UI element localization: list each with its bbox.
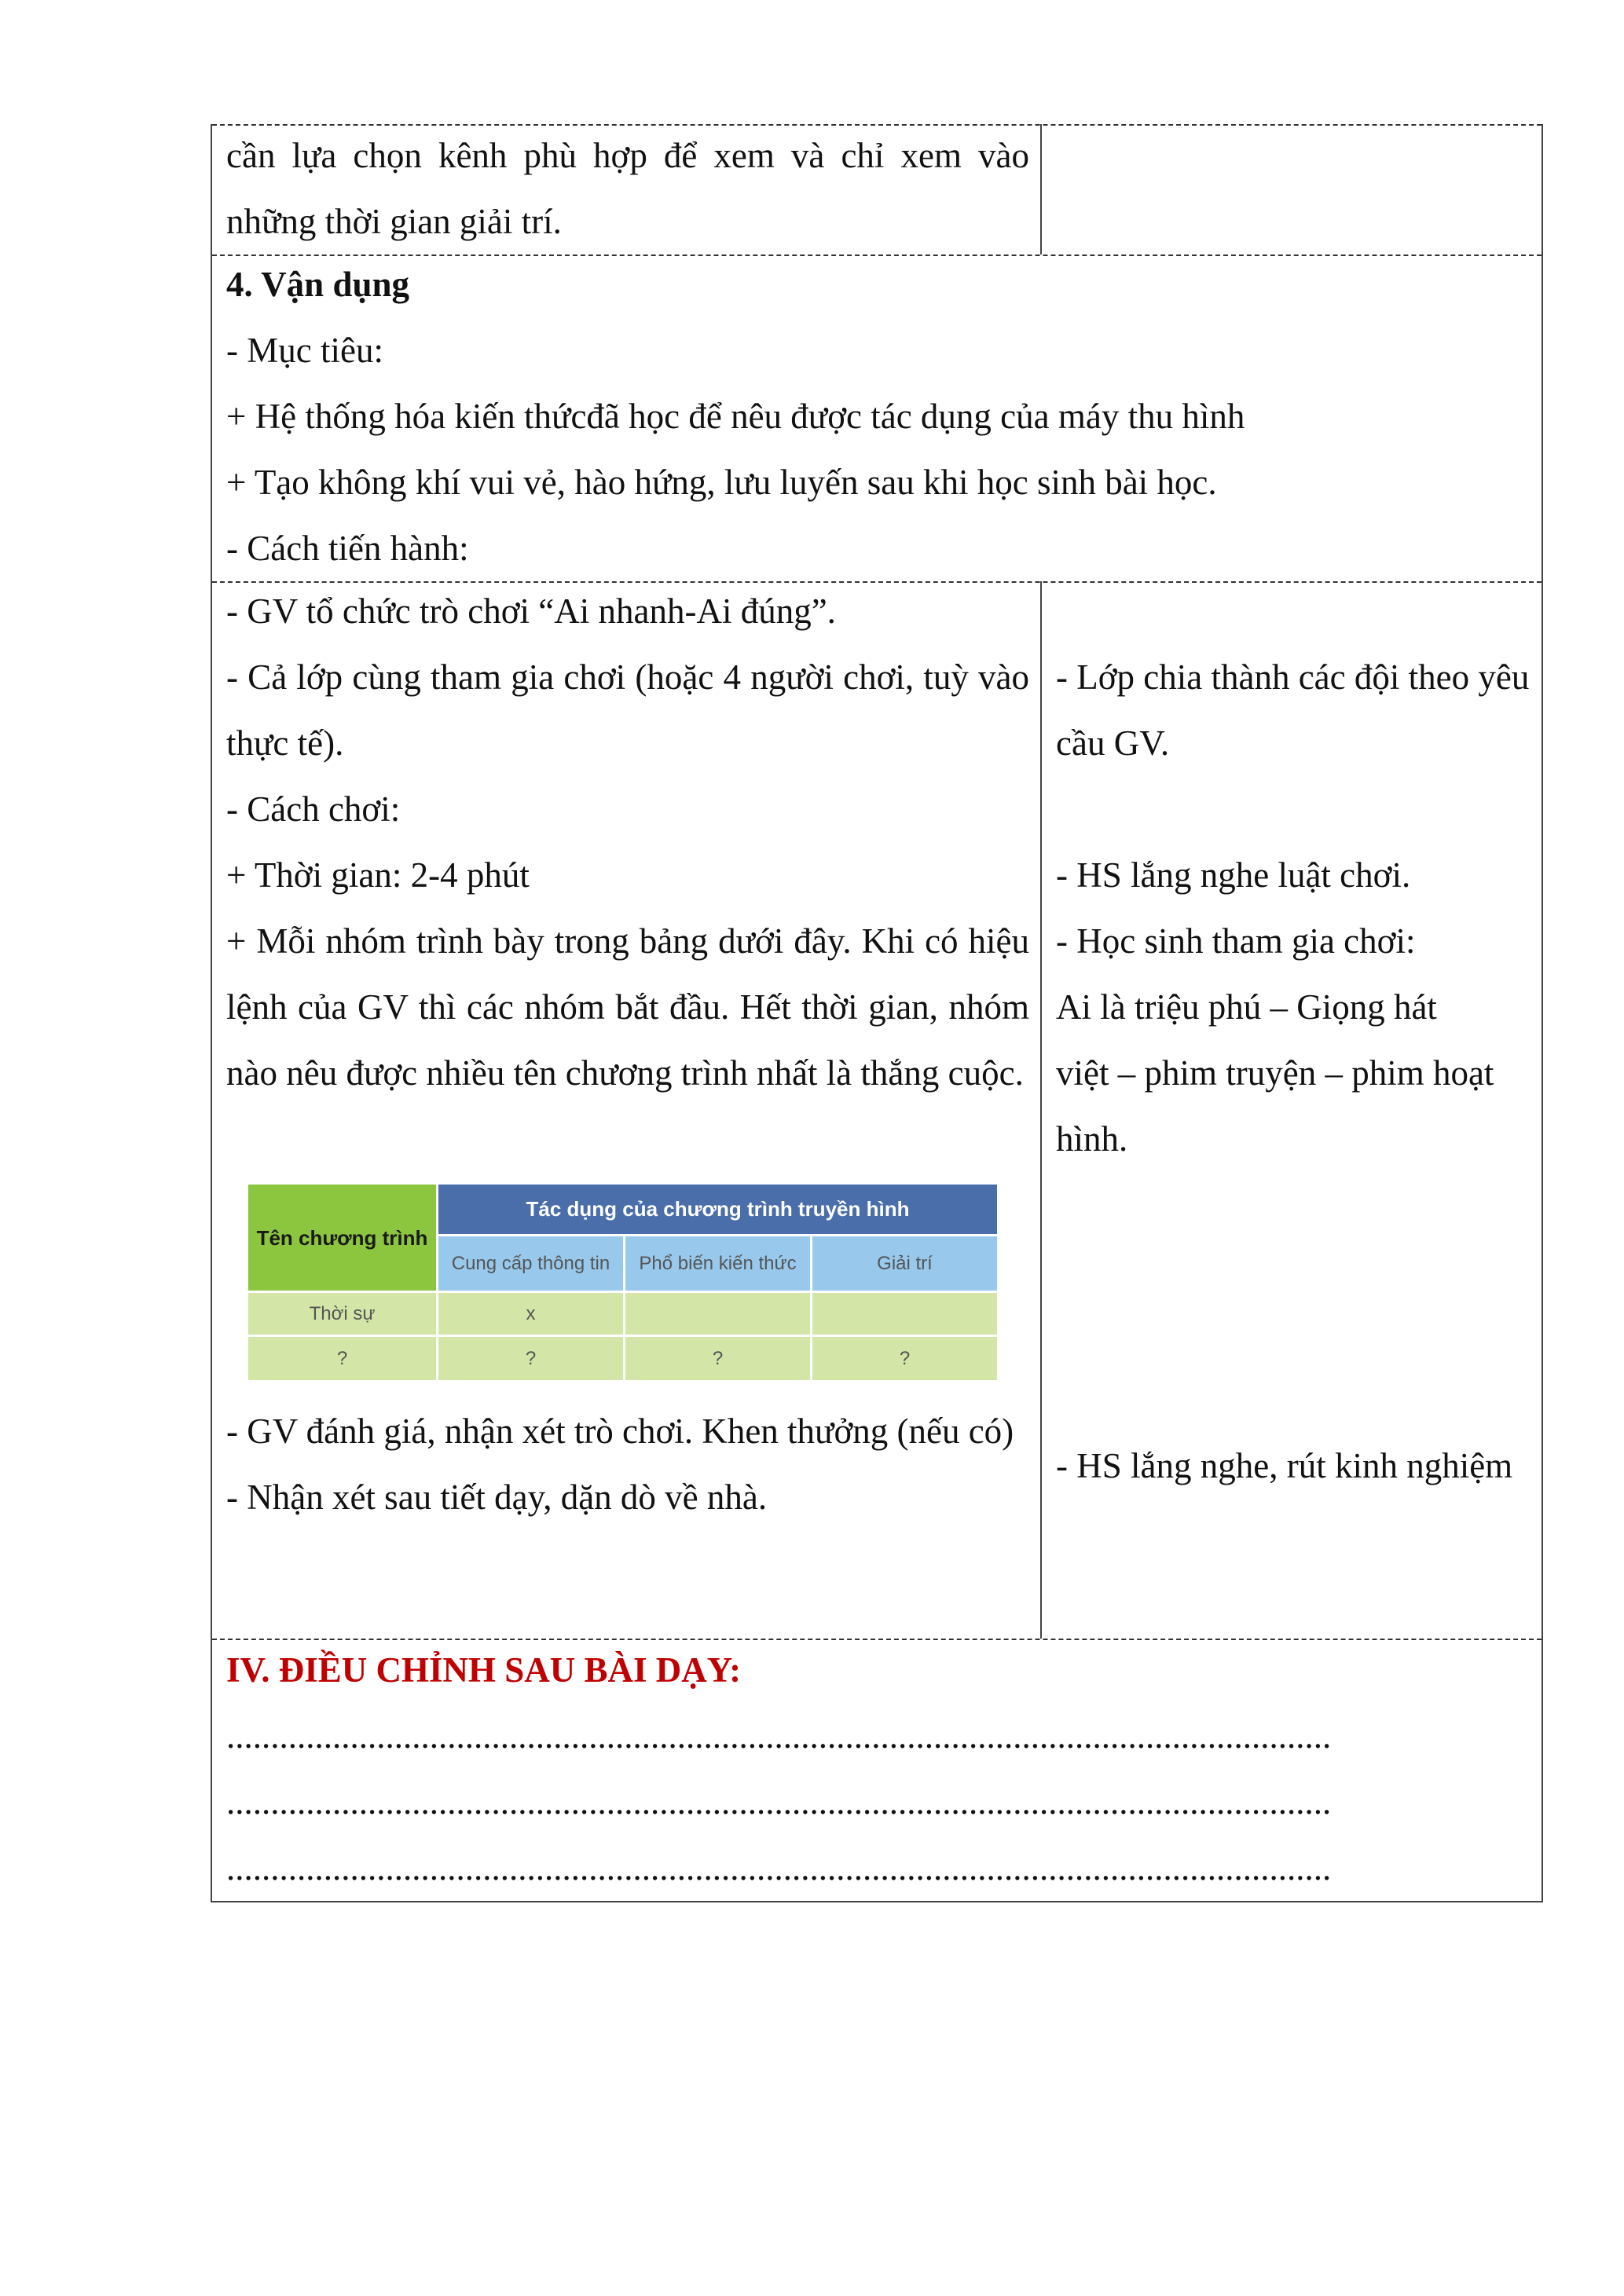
adjustment-cell	[226, 1637, 1534, 1901]
section4-line: + Hệ thống hóa kiến thứcđã học để nêu được tác dụng của máy thu hình	[226, 397, 1245, 436]
activity-line: - Cả lớp cùng tham gia chơi (hoặc 4 người chơi, tuỳ vào thực tế).	[226, 657, 1029, 763]
section4-cell	[226, 251, 1531, 581]
activity-line: - GV tổ chức trò chơi “Ai nhanh-Ai đúng”.	[226, 591, 836, 631]
game-table-group-header: Tác dụng của chương trình truyền hình	[438, 1185, 999, 1236]
game-table-cell	[625, 1293, 812, 1337]
activity-line: + Thời gian: 2-4 phút	[226, 855, 530, 895]
game-table-image	[248, 1185, 999, 1382]
column-divider	[1040, 581, 1042, 1639]
game-table-subheader: Phổ biến kiến thức	[625, 1236, 812, 1293]
game-table-subheader: Cung cấp thông tin	[438, 1236, 625, 1293]
game-table-cell: x	[438, 1293, 625, 1337]
section4-line: - Mục tiêu:	[226, 331, 383, 370]
column-divider	[1040, 124, 1042, 255]
activity-line: + Mỗi nhóm trình bày trong bảng dưới đây. Khi có hiệu lệnh của GV thì các nhóm bắt đầu. Hết thời gian, nhóm nào nêu được nhiều tên chương trình nhất là thắng cuộc.	[226, 921, 1029, 1093]
game-table-cell: ?	[248, 1337, 438, 1382]
lesson-plan-table	[211, 124, 1543, 1902]
activity-line: - Nhận xét sau tiết dạy, dặn dò về nhà.	[226, 1478, 768, 1517]
activity-right-b: - HS lắng nghe luật chơi.	[1056, 855, 1411, 895]
section4-heading: 4. Vận dụng	[226, 265, 410, 304]
row1-line-1: cần lựa chọn kênh phù hợp để xem và chỉ xem vào	[226, 136, 1029, 175]
game-table-cell	[812, 1293, 999, 1337]
row1-left-cell	[226, 123, 1029, 255]
dotted-line: .............................................................................................................................	[226, 1782, 1332, 1822]
dotted-line: .............................................................................................................................	[226, 1848, 1332, 1888]
game-table-name-header: Tên chương trình	[248, 1185, 438, 1293]
activity-left-cell	[226, 578, 1029, 1106]
game-table-subheader: Giải trí	[812, 1236, 999, 1293]
game-table-cell: Thời sự	[248, 1293, 438, 1337]
activity-right-d: Ai là triệu phú – Giọng hát việt – phim truyện – phim hoạt hình.	[1056, 987, 1494, 1159]
game-table-cell: ?	[625, 1337, 812, 1382]
activity-left-bottom	[226, 1398, 1029, 1530]
activity-line: - Cách chơi:	[226, 789, 401, 829]
game-table-cell: ?	[438, 1337, 625, 1382]
section4-line: + Tạo không khí vui vẻ, hào hứng, lưu luyến sau khi học sinh bài học.	[226, 463, 1217, 502]
adjustment-heading: IV. ĐIỀU CHỈNH SAU BÀI DẠY:	[226, 1650, 742, 1690]
activity-right-a: - Lớp chia thành các đội theo yêu cầu GV.	[1056, 657, 1530, 763]
activity-line: - GV đánh giá, nhận xét trò chơi. Khen thưởng (nếu có)	[226, 1412, 1014, 1451]
activity-right-c: - Học sinh tham gia chơi:	[1056, 921, 1416, 961]
dotted-line: .............................................................................................................................	[226, 1716, 1332, 1756]
row1-line-2: những thời gian giải trí.	[226, 202, 562, 241]
section4-line: - Cách tiến hành:	[226, 529, 469, 568]
activity-right-e: - HS lắng nghe, rút kinh nghiệm	[1056, 1446, 1513, 1485]
game-table-cell: ?	[812, 1337, 999, 1382]
